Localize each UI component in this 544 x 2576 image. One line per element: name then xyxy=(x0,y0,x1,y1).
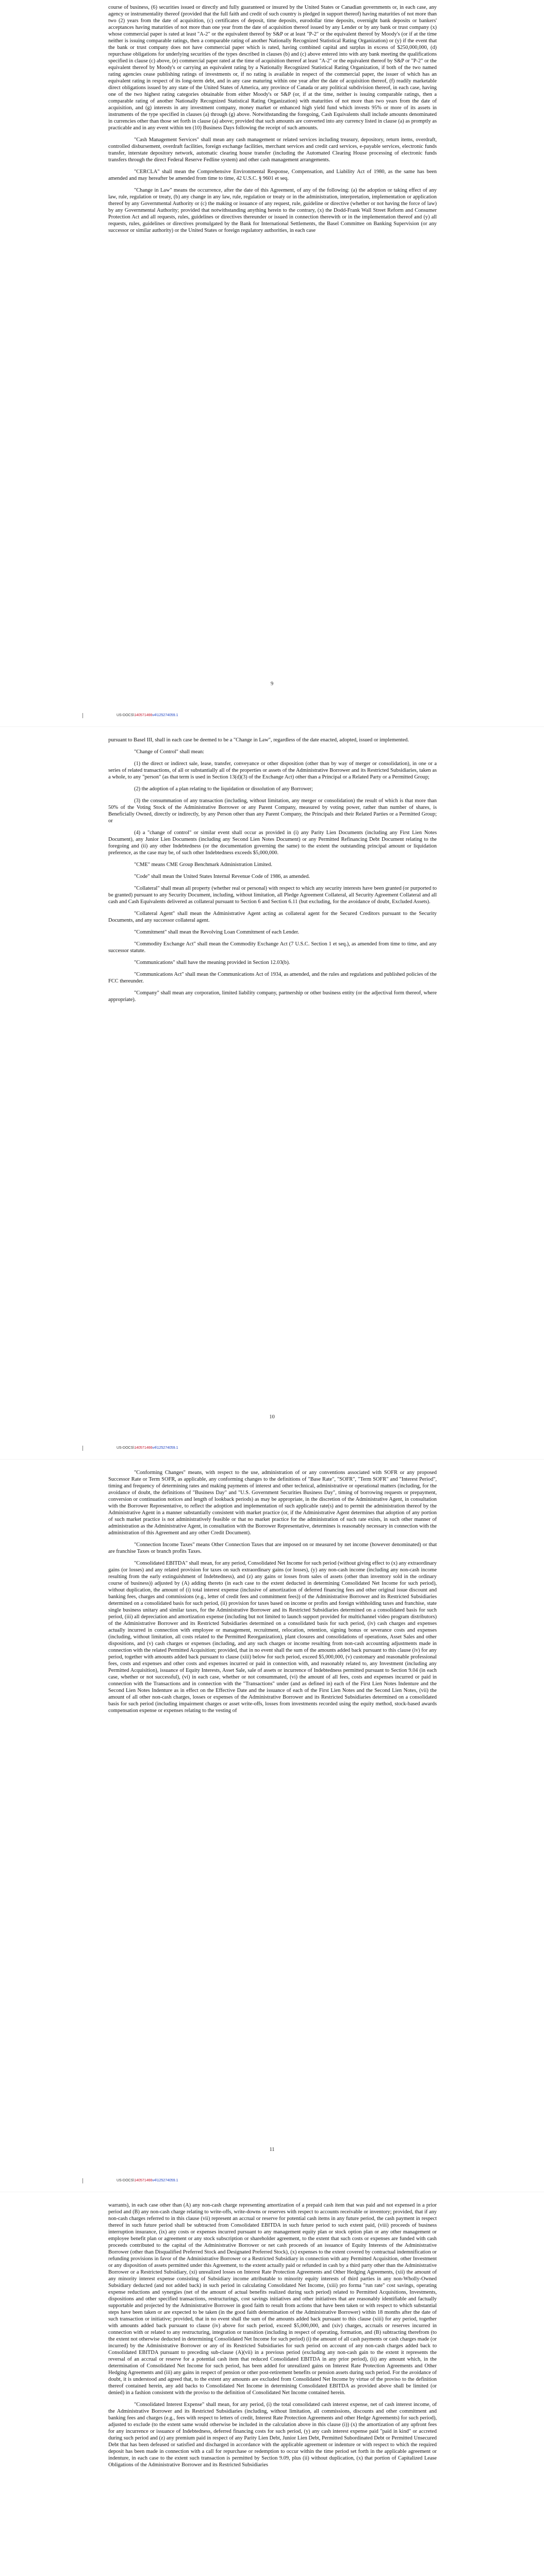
page-10-body xyxy=(0,737,544,1008)
page-9-body xyxy=(0,4,544,239)
page-number: 10 xyxy=(269,1414,275,1420)
paragraph: "Collateral" shall mean all property (whether real or personal) with respect to which any security interests have been granted (or purported to be granted) pursuant to any Security Document, including, without limitation, all Pledge Agreement Collateral, all Security Agreement Collateral and all cash and Cash Equivalents delivered as collateral pursuant to Section 6 and Section 6.11 (but excluding, for the avoidance of doubt, Excluded Assets). xyxy=(108,886,437,905)
doc-id-version: v4\125274059.1 xyxy=(152,714,178,717)
paragraph: "Collateral Agent" shall mean the Administrative Agent acting as collateral agent for the Secured Creditors pursuant to the Security Documents, and any successor collateral agent. xyxy=(108,911,437,923)
document-id xyxy=(117,2179,178,2182)
paragraph: "Consolidated EBITDA" shall mean, for any period, Consolidated Net Income for such period (without giving effect to (x) any extraordinary gains (or losses) and any related provision for taxes on such extraordinary gains (or losses), (y) any non-cash income (including any non-cash income resulting from the early extinguishment of Indebtedness), and (z) any gains or losses from sales of assets (other than inventory sold in the ordinary course of business)) adjusted by (A) adding thereto (in each case to the extent deducted in determining Consolidated Net Income for such period), without duplication, the amount of (i) total interest expense (inclusive of amortization of deferred financing fees and other original issue discount and banking fees, charges and commissions (e.g., letter of credit fees and commitment fees)) of the Administrative Borrower and its Restricted Subsidiaries determined on a consolidated basis for such period, (ii) provision for taxes based on income or profits and foreign withholding taxes and franchise, state single business unitary and similar taxes, for the Administrative Borrower and its Restricted Subsidiaries determined on a consolidated basis for such period, (iii) all depreciation and amortization expense (including but not limited to launch support provided for multichannel video program distributors) of the Administrative Borrower and its Restricted Subsidiaries determined on a consolidated basis for such period, (iv) cash charges and expenses actually incurred in connection with employee or management, recruitment, relocation, retention, signing bonus or severance costs and expenses (including, without limitation, all costs related to the Permitted Reorganization), plant closures and consolidations of operations, Asset Sales and other dispositions, and (v) cash charges or expenses (including, and any such charges or income resulting from non-cash accounting adjustments made in connection with the related Permitted Acquisition; provided, that in no event shall the sum of the amounts added back pursuant to this clause (iv) for any period, together with amounts added back pursuant to clause (xiii) below for such period, exceed $5,000,000, (v) customary and reasonable professional fees, costs and expenses and other costs and expenses incurred or paid in connection with, and reasonably related to, any Investment (including any Permitted Acquisition), issuance of Equity Interests, Asset Sale, sale of assets or incurrence of Indebtedness permitted pursuant to Section 9.04 (in each case, whether or not successful), (vi) in each case, whether or not consummated, (vi) the amount of all fees, costs and expenses incurred or paid in connection with the Transactions and in connection with the "Transactions" under (and as defined in) each of the First Lien Notes Indenture and the Second Lien Notes Indenture as in effect on the Effective Date and the issuance of each of the First Lien Notes and the Second Lien Notes, (vii) the amount of all other non-cash charges, losses or expenses of the Administrative Borrower and its Restricted Subsidiaries determined on a consolidated basis for such period (including impairment charges or asset write-offs, losses from investments recorded using the equity method, stock-based awards compensation expense or expenses relating to the vesting of xyxy=(108,1561,437,1714)
doc-id-prefix: US-DOCS\ xyxy=(117,2179,135,2182)
paragraph: (4) a "change of control" or similar event shall occur as provided in (i) any Parity Lien Documents (including any First Lien Notes Document), any Junior Lien Documents (including any Second Lien Notes Document) or any Permitted Refinancing Debt Document relating to the foregoing and (ii) any other Indebtedness (or the documentation governing the same) to the extent the outstanding principal amount or liquidation preference, as the case may be, of such other Indebtedness exceeds $5,000,000. xyxy=(108,830,437,856)
page-12-body xyxy=(0,2202,544,2473)
page-separator xyxy=(0,726,544,727)
paragraph: "Change in Law" means the occurrence, after the date of this Agreement, of any of the following: (a) the adoption or taking effect of any law, rule, regulation or treaty, (b) any change in any law, rule, regulation or treaty or in the administration, interpretation, implementation or application thereof by any Governmental Authority or (c) the making or issuance of any request, rule, guideline or directive (whether or not having the force of law) by any Governmental Authority; provided that notwithstanding anything herein to the contrary, (x) the Dodd-Frank Wall Street Reform and Consumer Protection Act and all requests, rules, guidelines or directives thereunder or issued in connection therewith or in the implementation thereof and (y) all requests, rules, guidelines or directives promulgated by the Bank for International Settlements, the Basel Committee on Banking Supervision (or any successor or similar authority) or the United States or foreign regulatory authorities, in each case xyxy=(108,188,437,233)
paragraph: "Cash Management Services" shall mean any cash management or related services including treasury, depository, return items, overdraft, controlled disbursement, overdraft facilities, foreign exchange facilities, merchant services and credit card services, e-payable services, electronic funds transfer, interstate depository network, automatic clearing house transfer (including the Automated Clearing House processing of electronic funds transfers through the direct Federal Reserve Fedline system) and other cash management arrangements. xyxy=(108,137,437,163)
paragraph: (3) the consummation of any transaction (including, without limitation, any merger or consolidation) the result of which is that more than 50% of the Voting Stock of the Administrative Borrower or any Parent Company, measured by voting power, rather than number of shares, is Beneficially Owned, directly or indirectly, by any Person other than any Parent Company, the Principals and their Related Parties or a Permitted Group; or xyxy=(108,798,437,824)
page-number: 11 xyxy=(269,2147,275,2153)
paragraph: (1) the direct or indirect sale, lease, transfer, conveyance or other disposition (other than by way of merger or consolidation), in one or a series of related transactions, of all or substantially all of the properties or assets of the Administrative Borrower and its Restricted Subsidiaries, taken as a whole, to any "person" (as that term is used in Section 13(d)(3) of the Exchange Act) other than a Principal or a Related Party or a Permitted Group; xyxy=(108,761,437,780)
doc-id-version: v4\125274059.1 xyxy=(152,2179,178,2182)
page-number: 9 xyxy=(270,681,274,687)
document-id xyxy=(117,714,178,717)
paragraph: "Change of Control" shall mean: xyxy=(134,749,205,755)
paragraph: course of business, (6) securities issued or directly and fully guaranteed or insured by the United States or Canadian governments or, in each case, any agency or instrumentality thereof (provided that the full faith and credit of such country is pledged in support thereof) having maturities of not more than two (2) years from the date of acquisition, (c) certificates of deposit, time deposits, eurodollar time deposits, overnight bank deposits or bankers' acceptances having maturities of not more than one year from the date of acquisition thereof issued by any Lender or by any bank or trust company (x) whose commercial paper is rated at least "A-2" or the equivalent thereof by S&P or at least "P-2" or the equivalent thereof by Moody's (or if at the time neither is issuing comparable ratings, then a comparable rating of another Nationally Recognized Statistical Rating Organization) or (y) if the event that the bank or trust company does not have commercial paper which is rated, having combined capital and surplus in excess of $250,000,000, (d) repurchase obligations for underlying securities of the types described in clauses (b) and (c) above entered into with any bank meeting the qualifications specified in clause (c) above, (e) commercial paper rated at the time of acquisition thereof at least "A-2" or the equivalent thereof by S&P or "P-2" or the equivalent thereof by Moody's or carrying an equivalent rating by a Nationally Recognized Statistical Rating Organization, if both of the two named rating agencies cease publishing ratings of investments or, if no rating is available in respect of the commercial paper, the issuer of which has an equivalent rating in respect of its long-term debt, and in any case maturing within one year after the date of acquisition thereof, (f) readily marketable direct obligations issued by any state of the United States of America, any province of Canada or any political subdivision thereof, in each case, having one of the two highest rating categories obtainable from either Moody's or S&P (or, if at the time, neither is issuing comparable ratings, then a comparable rating of another Nationally Recognized Statistical Rating Organization) with maturities of not more than two years from the date of acquisition, and (g) interests in any investment company, money market or enhanced high yield fund which invests 95% or more of its assets in instruments of the type specified in clauses (a) through (g) above. Notwithstanding the foregoing, Cash Equivalents shall include amounts denominated in currencies other than those set forth in clause (a) above; provided that such amounts are converted into any currency listed in clause (a) as promptly as practicable and in any event within ten (10) Business Days following the receipt of such amounts. xyxy=(108,5,437,131)
paragraph: "Communications Act" shall mean the Communications Act of 1934, as amended, and the rules and regulations and published policies of the FCC thereunder. xyxy=(108,972,437,984)
document-id xyxy=(117,1446,178,1450)
paragraph: "CME" means CME Group Benchmark Administration Limited. xyxy=(134,862,272,868)
doc-id-prefix: US-DOCS\ xyxy=(117,714,135,717)
paragraph: pursuant to Basel III, shall in each case be deemed to be a "Change in Law", regardless of the date enacted, adopted, issued or implemented. xyxy=(108,737,409,743)
doc-id-prefix: US-DOCS\ xyxy=(117,1446,135,1450)
page-11-body xyxy=(0,1469,544,1719)
doc-id-number: 140571466 xyxy=(134,2179,153,2182)
paragraph: "Company" shall mean any corporation, limited liability company, partnership or other business entity (or the adjectival form thereof, where appropriate). xyxy=(108,990,437,1003)
paragraph: "Consolidated Interest Expense" shall mean, for any period, (i) the total consolidated cash interest expense, net of cash interest income, of the Administrative Borrower and its Restricted Subsidiaries (including, without limitation, all commissions, discounts and other commitment and banking fees and charges (e.g., fees with respect to letters of credit, Interest Rate Protection Agreements and other Hedge Agreements) for such period), adjusted to exclude (to the extent same would otherwise be included in the calculation above in this clause (i)) (x) the amortization of any upfront fees for any incurrence or issuance of Indebtedness, deferred financing costs for such period, (y) any cash interest expense paid "paid in kind" or accreted during such period and (z) any premium paid in respect of any Parity Lien Debt, Junior Lien Debt, Permitted Subordinated Debt or Permitted Unsecured Debt that has been defeased or satisfied and discharged in accordance with the applicable agreement or indenture or with respect to which the required deposit has been made in connection with a call for repurchase or redemption to occur within the time period set forth in the applicable agreement or indenture, in each case to the extent such transaction is permitted by Section 9.09, plus (ii) without duplication, (x) that portion of Capitalized Lease Obligations of the Administrative Borrower and its Restricted Subsidiaries xyxy=(108,2402,437,2468)
paragraph: warrants), in each case other than (A) any non-cash charge representing amortization of a prepaid cash item that was paid and not expensed in a prior period and (B) any non-cash charge relating to write-offs, write-downs or reserves with respect to accounts receivable or inventory; provided, that if any non-cash charges referred to in this clause (vii) represent an accrual or reserve for potential cash items in any future period, the cash payment in respect thereof in such future period shall be subtracted from Consolidated EBITDA in such future period to such extent paid, (viii) proceeds of business interruption insurance, (ix) any costs or expenses incurred pursuant to any management equity plan or stock option plan or any other management or employee benefit plan or agreement or any stock subscription or shareholder agreement, to the extent that such costs or expenses are funded with cash proceeds contributed to the capital of the Administrative Borrower or net cash proceeds of an issuance of Equity Interests of the Administrative Borrower (other than Disqualified Preferred Stock and Designated Preferred Stock), (x) expenses to the extent covered by contractual indemnification or refunding provisions in favor of the Administrative Borrower or a Restricted Subsidiary in connection with any Permitted Acquisition, other Investment or any disposition of assets permitted under this Agreement, to the extent actually paid or refunded in cash by a third party other than the Administrative Borrower or a Restricted Subsidiary, (xi) unrealized losses on Interest Rate Protection Agreements and Other Hedging Agreements, (xii) the amount of any minority interest expense consisting of Subsidiary income attributable to minority equity interests of third parties in any non-Wholly-Owned Subsidiary deducted (and not added back) in such period in calculating Consolidated Net Income, (xiii) pro forma "run rate" cost savings, operating expense reductions and synergies (net of the amount of actual benefits realized during such period) related to Permitted Acquisitions, Investments, dispositions and other specified transactions, restructurings, cost savings initiatives and other initiatives that are reasonably identifiable and factually supportable and projected by the Administrative Borrower in good faith to result from actions that have been taken or with respect to which substantial steps have been taken or are expected to be taken (in the good faith determination of the Administrative Borrower) within 18 months after the date of such transaction or initiative; provided, that in no event shall the sum of the amounts added back pursuant to this clause (xiii) for any period, together with amounts added back pursuant to clause (iv) above for such period, exceed $5,000,000, and (xiv) charges, accruals or reserves incurred in connection with or related to any restructuring, integration or transition (including in respect of operating, formation, and (B) subtracting therefrom (to the extent not otherwise deducted in determining Consolidated Net Income for such period) (i) the amount of all cash payments or cash charges made (or incurred) by the Administrative Borrower or any of its Restricted Subsidiaries for such period on account of any non-cash charges added back to Consolidated EBITDA pursuant to preceding sub-clause (A)(vii) in a previous period (excluding any non-cash gain to the extent it represents the reversal of an accrual or reserve for a potential cash item that reduced Consolidated EBITDA in any prior period), (ii) any amount which, in the determination of Consolidated Net Income for such period, has been added for unrealized gains on Interest Rate Protection Agreements and Other Hedging Agreements and (iii) any gains in respect of pension or other post-retirement benefits or pension assets during such period. For the avoidance of doubt, it is understood and agreed that, to the extent any amounts are excluded from Consolidated Net Income by virtue of the proviso to the definition thereof contained herein, any add backs to Consolidated Net Income in determining Consolidated EBITDA as provided above shall be limited (or denied) in a fashion consistent with the proviso to the definition of Consolidated Net Income contained herein. xyxy=(108,2202,437,2396)
paragraph: "Connection Income Taxes" means Other Connection Taxes that are imposed on or measured by net income (however denominated) or that are franchise Taxes or branch profits Taxes. xyxy=(108,1542,437,1554)
paragraph: "Commitment" shall mean the Revolving Loan Commitment of each Lender. xyxy=(134,929,300,935)
doc-id-version: v4\125274059.1 xyxy=(152,1446,178,1450)
paragraph: (2) the adoption of a plan relating to the liquidation or dissolution of any Borrower; xyxy=(134,786,313,792)
paragraph: "Conforming Changes" means, with respect to the use, administration of or any conventions associated with SOFR or any proposed Successor Rate or Term SOFR, as applicable, any conforming changes to the definitions of "Base Rate", "SOFR", "Term SOFR" and "Interest Period", timing and frequency of determining rates and making payments of interest and other technical, administrative or operational matters (including, for the avoidance of doubt, the definitions of "Business Day" and "U.S. Government Securities Business Day", timing of borrowing requests or prepayment, conversion or continuation notices and length of lookback periods) as may be appropriate, in the discretion of the Administrative Agent, in consultation with the Borrower Representative, to reflect the adoption and implementation of such applicable rate(s) and to permit the administration thereof by the Administrative Agent in a manner substantially consistent with market practice (or, if the Administrative Agent determines that adoption of any portion of such market practice is not administratively feasible or that no market practice for the administration of such rate exists, in such other manner of administration as the Administrative Agent, in consultation with the Borrower Representative, determines is reasonably necessary in connection with the administration of this Agreement and any other Credit Document). xyxy=(108,1470,437,1536)
doc-id-number: 140571466 xyxy=(134,714,153,717)
paragraph: "Code" shall mean the United States Internal Revenue Code of 1986, as amended. xyxy=(134,874,310,879)
doc-id-number: 140571466 xyxy=(134,1446,153,1450)
page-separator xyxy=(0,1459,544,1460)
paragraph: "Communications" shall have the meaning provided in Section 12.03(b). xyxy=(134,960,290,965)
paragraph: "CERCLA" shall mean the Comprehensive Environmental Response, Compensation, and Liability Act of 1980, as the same has been amended and may hereafter be amended from time to time, 42 U.S.C. § 9601 et seq. xyxy=(108,169,437,181)
paragraph: "Commodity Exchange Act" shall mean the Commodity Exchange Act (7 U.S.C. Section 1 et seq.), as amended from time to time, and any successor statute. xyxy=(108,941,437,954)
